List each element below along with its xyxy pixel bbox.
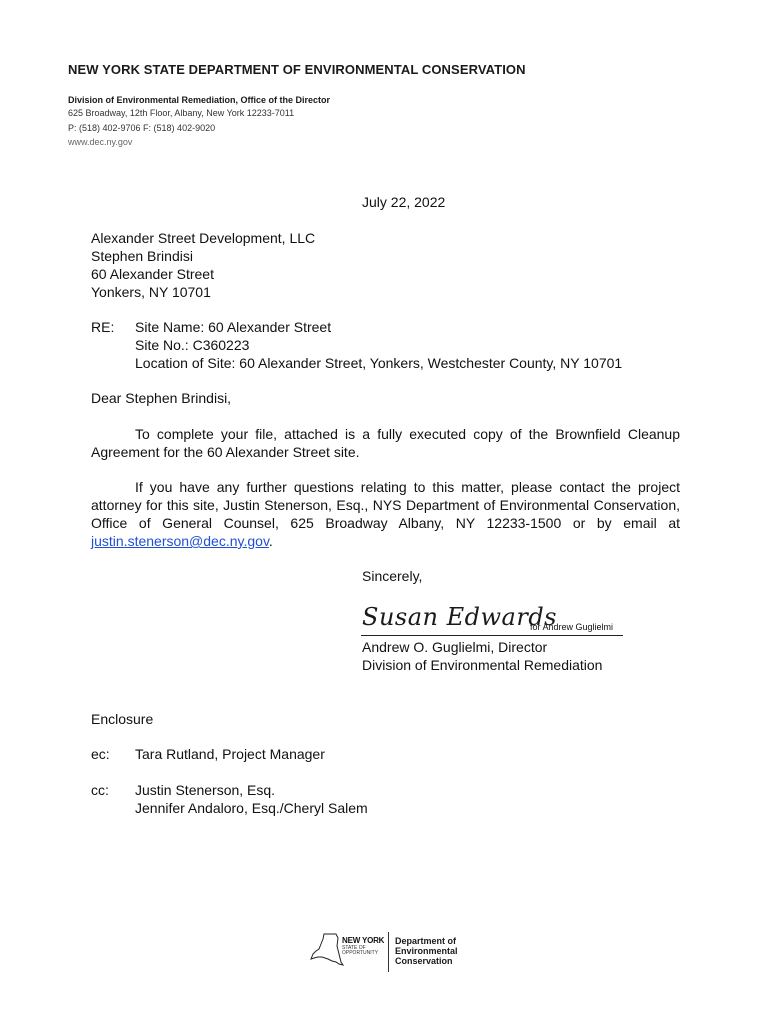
footer-ny-sub-2: OPPORTUNITY — [342, 950, 379, 956]
cc-block — [135, 781, 368, 817]
address-line: 625 Broadway, 12th Floor, Albany, New York 12233-7011 — [68, 108, 295, 118]
paragraph-2-end: . — [268, 533, 273, 549]
salutation: Dear Stephen Brindisi, — [91, 390, 232, 406]
footer-ny-subtitle — [342, 946, 378, 956]
footer-dept-line-2: Environmental — [395, 946, 458, 956]
paragraph-2 — [91, 478, 680, 550]
recipient-company: Alexander Street Development, LLC — [91, 230, 316, 246]
footer-dept-name — [395, 936, 458, 966]
ny-state-outline-icon — [310, 932, 344, 970]
signature-script: Susan Edwards — [362, 603, 557, 631]
signer-division: Division of Environmental Remediation — [362, 657, 603, 673]
signer-name: Andrew O. Guglielmi, Director — [362, 639, 548, 655]
footer-dept-line-3: Conservation — [395, 956, 453, 966]
website-line: www.dec.ny.gov — [68, 137, 133, 147]
recipient-name: Stephen Brindisi — [91, 248, 193, 264]
cc-line-2: Jennifer Andaloro, Esq./Cheryl Salem — [135, 800, 368, 816]
enclosure-note: Enclosure — [91, 711, 154, 727]
recipient-street: 60 Alexander Street — [91, 266, 214, 282]
paragraph-1: To complete your file, attached is a fully executed copy of the Brownfield Cleanup Agreement for the 60 Alexander Street site. — [91, 426, 680, 460]
re-site-name: Site Name: 60 Alexander Street — [135, 319, 332, 335]
re-block — [135, 318, 622, 372]
agency-title: NEW YORK STATE DEPARTMENT OF ENVIRONMENTAL CONSERVATION — [68, 62, 526, 77]
attorney-email-link[interactable]: justin.stenerson@dec.ny.gov — [91, 533, 269, 549]
phone-fax-line: P: (518) 402-9706 F: (518) 402-9020 — [68, 123, 216, 133]
recipient-block — [91, 229, 315, 301]
footer-ny-sub-1: STATE OF — [342, 945, 366, 951]
ec-value: Tara Rutland, Project Manager — [135, 746, 325, 762]
re-label: RE: — [91, 319, 115, 335]
cc-line-1: Justin Stenerson, Esq. — [135, 782, 276, 798]
footer-separator — [388, 932, 389, 972]
footer-dept-line-1: Department of — [395, 936, 457, 946]
closing: Sincerely, — [362, 568, 423, 584]
cc-label: cc: — [91, 782, 109, 798]
letter-date: July 22, 2022 — [362, 194, 446, 210]
ec-label: ec: — [91, 746, 110, 762]
re-site-no: Site No.: C360223 — [135, 337, 250, 353]
recipient-city: Yonkers, NY 10701 — [91, 284, 211, 300]
signer-block — [362, 638, 602, 674]
paragraph-2-text: If you have any further questions relating to this matter, please contact the project attorney for this site, Justin Stenerson, Esq., NYS Department of Environmental Conservation, Office of General Counsel, 625 Broadway Albany, NY 12233-1500 or by email at — [91, 479, 680, 531]
division-line: Division of Environmental Remediation, Office of the Director — [68, 95, 331, 105]
signature-for-note: for Andrew Guglielmi — [530, 622, 614, 632]
re-location: Location of Site: 60 Alexander Street, Yonkers, Westchester County, NY 10701 — [135, 355, 623, 371]
footer-ny-title: NEW YORK — [342, 936, 385, 945]
signature-line — [361, 635, 623, 636]
